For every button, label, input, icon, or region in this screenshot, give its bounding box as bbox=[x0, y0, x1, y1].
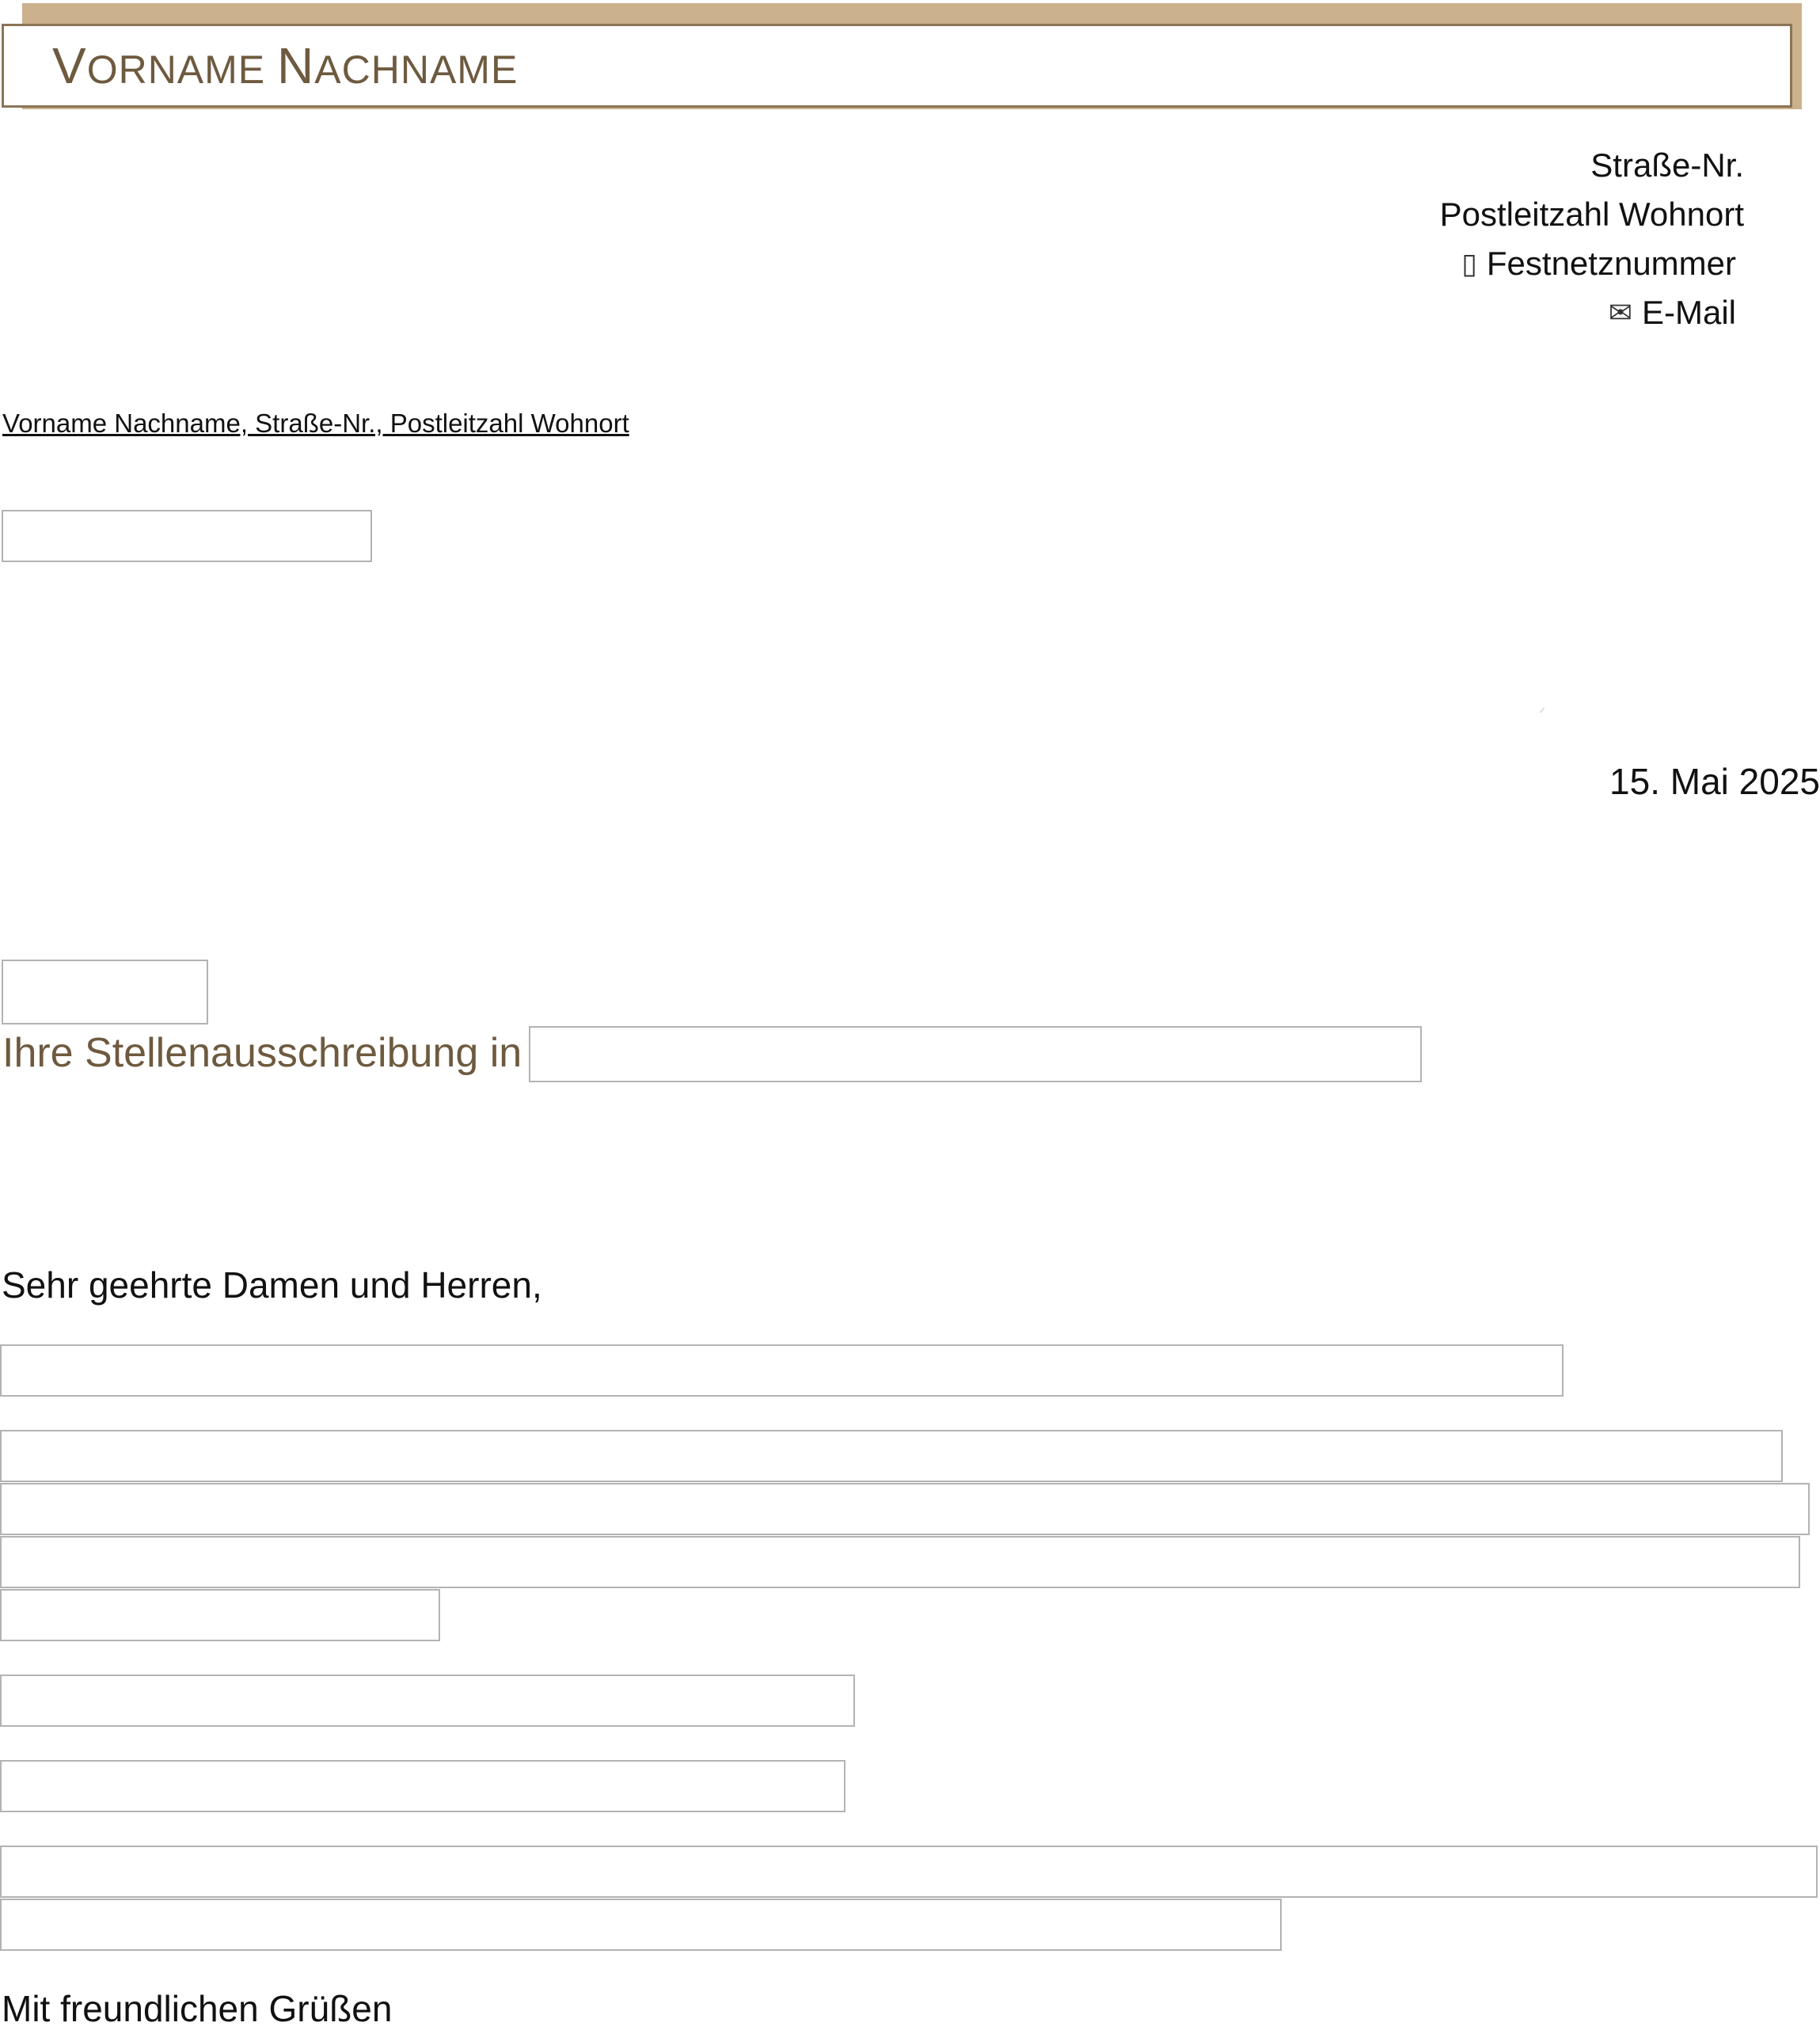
stray-mark bbox=[1540, 707, 1545, 713]
body-field-1[interactable] bbox=[0, 1344, 1564, 1397]
reference-field[interactable] bbox=[2, 960, 208, 1025]
body-field-6[interactable] bbox=[0, 1675, 855, 1727]
contact-email: E-Mail bbox=[1641, 294, 1736, 331]
contact-phone: Festnetznummer bbox=[1486, 245, 1736, 282]
body-field-9[interactable] bbox=[0, 1899, 1282, 1951]
body-field-5[interactable] bbox=[0, 1589, 440, 1641]
body-field-4[interactable] bbox=[0, 1536, 1800, 1588]
body-field-8[interactable] bbox=[0, 1846, 1818, 1898]
body-field-2[interactable] bbox=[0, 1430, 1783, 1482]
email-icon: ✉ bbox=[1608, 296, 1632, 329]
recipient-address-field[interactable] bbox=[2, 510, 372, 562]
sender-return-address: Vorname Nachname, Straße-Nr., Postleitzahl Wohnort bbox=[2, 409, 629, 438]
closing-phrase: Mit freundlichen Grüßen bbox=[2, 1988, 393, 2029]
contact-street: Straße-Nr. bbox=[1590, 146, 1744, 184]
applicant-name: VORNAME NACHNAME bbox=[52, 37, 519, 94]
letter-date: 15. Mai 2025 bbox=[1609, 761, 1820, 802]
body-field-7[interactable] bbox=[0, 1760, 845, 1812]
contact-city: Postleitzahl Wohnort bbox=[1439, 196, 1744, 233]
contact-email-row bbox=[1440, 288, 1736, 337]
body-field-3[interactable] bbox=[0, 1483, 1810, 1535]
subject-line: Ihre Stellenausschreibung in bbox=[2, 1030, 522, 1076]
subject-source-field[interactable] bbox=[529, 1026, 1422, 1082]
salutation: Sehr geehrte Damen und Herren, bbox=[2, 1264, 542, 1306]
contact-block bbox=[1440, 141, 1744, 337]
phone-icon: ▯ bbox=[1461, 247, 1477, 279]
contact-phone-row bbox=[1440, 239, 1736, 288]
